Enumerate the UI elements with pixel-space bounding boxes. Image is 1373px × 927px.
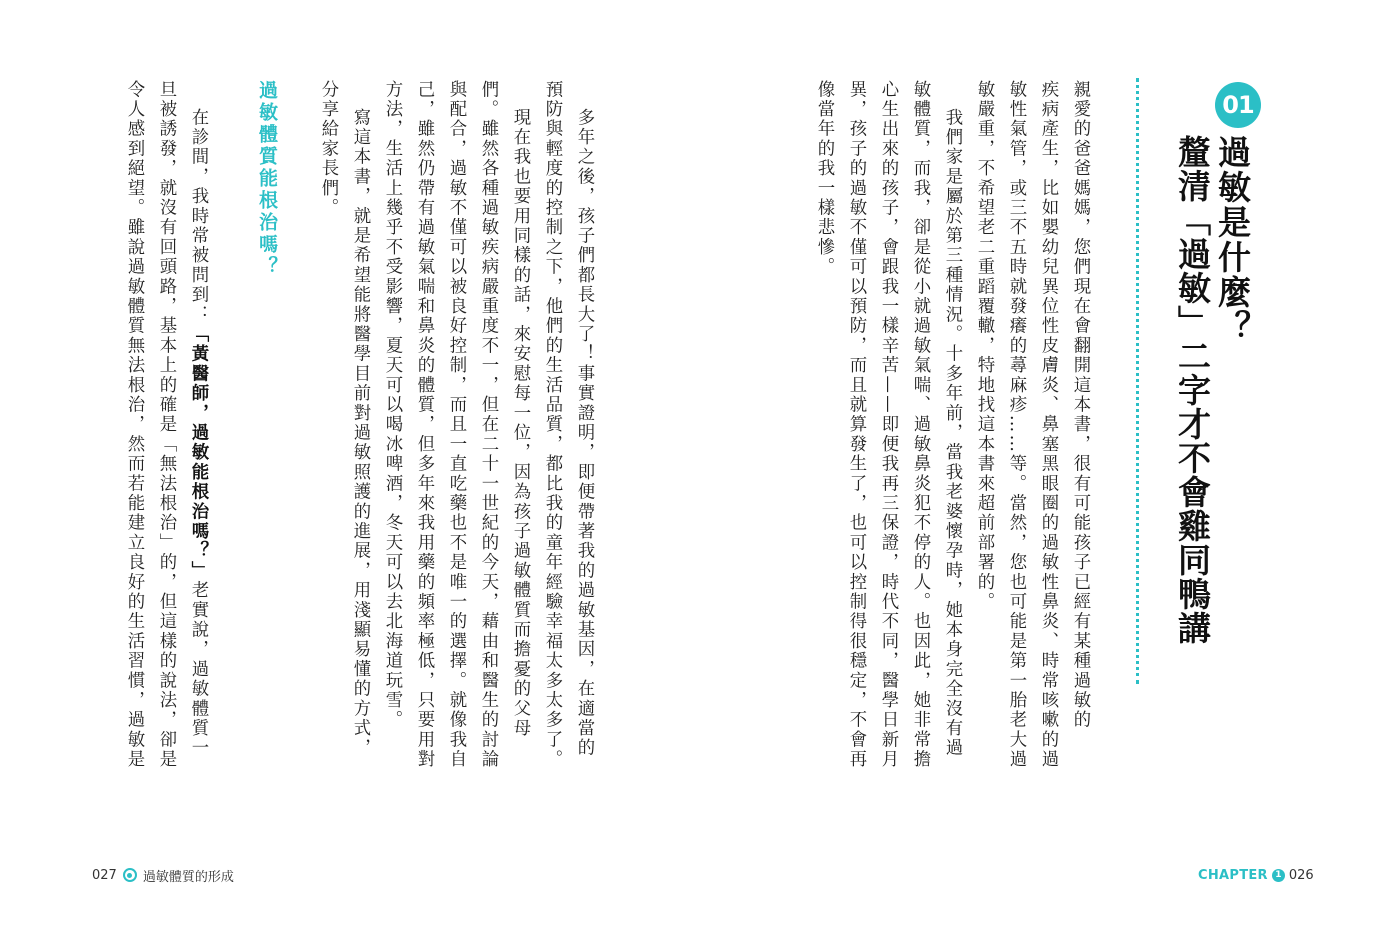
chapter-number-badge: 01 (1215, 82, 1261, 128)
section-subheading: 過敏體質能根治嗎？ (256, 80, 278, 278)
body-column: 旦被誘發，就沒有回頭路，基本上的確是「無法根治」的，但這樣的說法，卻是 (156, 80, 176, 770)
title-divider (1136, 78, 1139, 684)
page-number: 027 (92, 867, 117, 883)
quoted-question: 「黃醫師，過敏能根治嗎？」 (188, 324, 208, 581)
section-name: 過敏體質的形成 (142, 869, 234, 885)
body-column (186, 108, 210, 759)
body-column: 敏體質，而我，卻是從小就過敏氣喘、過敏鼻炎犯不停的人。也因此，她非常擔 (910, 80, 930, 770)
body-text: 老實說，過敏體質一 (188, 580, 208, 759)
body-column: 令人感到絕望。雖說過敏體質無法根治，然而若能建立良好的生活習慣，過敏是 (124, 80, 144, 770)
body-column: 方法，生活上幾乎不受影響，夏天可以喝冰啤酒，冬天可以去北海道玩雪。 (382, 80, 402, 731)
left-page-footer (92, 866, 234, 884)
body-column: 心生出來的孩子，會跟我一樣辛苦——即便我再三保證，時代不同，醫學日新月 (878, 80, 898, 770)
chapter-subtitle: 釐清「過敏」二字才不會雞同鴨講 (1173, 135, 1212, 645)
body-column: 敏嚴重，不希望老二重蹈覆轍，特地找這本書來超前部署的。 (974, 80, 994, 612)
body-column: 與配合，過敏不僅可以被良好控制，而且一直吃藥也不是唯一的選擇。就像我自 (446, 80, 466, 770)
body-column: 寫這本書，就是希望能將醫學目前對過敏照護的進展，用淺顯易懂的方式， (350, 108, 370, 759)
chapter-title: 過敏是什麼？ (1213, 135, 1252, 345)
right-page-footer (1198, 866, 1314, 884)
circle-dot-icon (123, 868, 137, 882)
body-column: 預防與輕度的控制之下，他們的生活品質，都比我的童年經驗幸福太多太多了。 (542, 80, 562, 770)
body-column: 多年之後，孩子們都長大了！事實證明，即便帶著我的過敏基因，在適當的 (574, 108, 594, 759)
page-number: 026 (1288, 867, 1314, 883)
body-text: 在診間，我時常被問到： (188, 108, 208, 325)
body-column: 分享給家長們。 (318, 80, 338, 218)
chapter-number-dot: 1 (1272, 869, 1285, 882)
body-column: 疾病產生，比如嬰幼兒異位性皮膚炎、鼻塞黑眼圈的過敏性鼻炎、時常咳嗽的過 (1038, 80, 1058, 770)
body-column: 們。雖然各種過敏疾病嚴重度不一，但在二十一世紀的今天，藉由和醫生的討論 (478, 80, 498, 770)
body-column: 異，孩子的過敏不僅可以預防，而且就算發生了，也可以控制得很穩定，不會再 (846, 80, 866, 770)
body-column: 像當年的我一樣悲慘。 (814, 80, 834, 277)
body-column: 敏性氣管，或三不五時就發癢的蕁麻疹……等。當然，您也可能是第一胎老大過 (1006, 80, 1026, 770)
chapter-label: CHAPTER (1198, 867, 1268, 883)
body-column: 我們家是屬於第三種情況。十多年前，當我老婆懷孕時，她本身完全沒有過 (942, 108, 962, 759)
body-column: 己，雖然仍帶有過敏氣喘和鼻炎的體質，但多年來我用藥的頻率極低，只要用對 (414, 80, 434, 770)
body-column: 親愛的爸爸媽媽，您們現在會翻開這本書，很有可能孩子已經有某種過敏的 (1070, 80, 1090, 731)
body-column: 現在我也要用同樣的話，來安慰每一位，因為孩子過敏體質而擔憂的父母 (510, 108, 530, 739)
